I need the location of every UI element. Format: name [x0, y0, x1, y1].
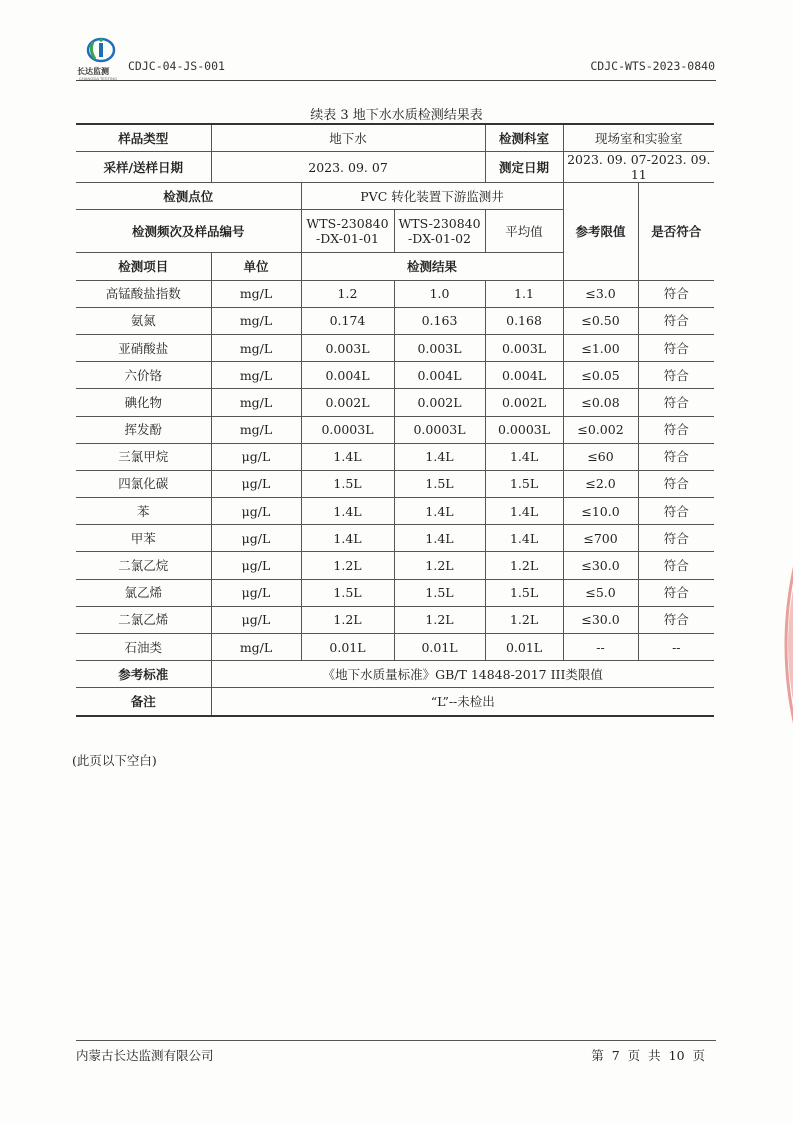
result-2-cell: 1.4L: [394, 443, 485, 470]
standard-label: 参考标准: [76, 661, 211, 688]
result-2-cell: 1.5L: [394, 579, 485, 606]
compliance-cell: 符合: [638, 552, 714, 579]
sample-date-label: 采样/送样日期: [76, 152, 211, 183]
info-row-1: [76, 124, 714, 152]
blank-page-note: (此页以下空白): [72, 753, 157, 768]
average-cell: 0.004L: [485, 362, 563, 389]
unit-cell: mg/L: [211, 362, 301, 389]
item-name-cell: 高锰酸盐指数: [76, 280, 211, 307]
unit-cell: mg/L: [211, 634, 301, 661]
item-name-cell: 挥发酚: [76, 416, 211, 443]
unit-cell: μg/L: [211, 443, 301, 470]
average-cell: 1.4L: [485, 443, 563, 470]
average-cell: 1.4L: [485, 498, 563, 525]
item-name-cell: 三氯甲烷: [76, 443, 211, 470]
average-cell: 0.01L: [485, 634, 563, 661]
reference-limit-cell: ≤3.0: [563, 280, 638, 307]
table-row: [76, 634, 714, 661]
report-number: CDJC-WTS-2023-0840: [590, 59, 715, 73]
item-name-cell: 二氯乙烷: [76, 552, 211, 579]
compliance-cell: 符合: [638, 416, 714, 443]
reference-limit-cell: ≤10.0: [563, 498, 638, 525]
item-name-cell: 六价铬: [76, 362, 211, 389]
table-row: [76, 552, 714, 579]
result-2-cell: 1.4L: [394, 525, 485, 552]
unit-cell: μg/L: [211, 470, 301, 497]
lab-label: 检测科室: [485, 124, 563, 152]
reference-limit-cell: ≤0.05: [563, 362, 638, 389]
table-row: [76, 362, 714, 389]
reference-limit-cell: ≤30.0: [563, 552, 638, 579]
seal-stamp-fragment: [768, 560, 793, 730]
test-date-label: 测定日期: [485, 152, 563, 183]
compliance-cell: 符合: [638, 280, 714, 307]
result-2-cell: 1.2L: [394, 606, 485, 633]
table-row: [76, 280, 714, 307]
point-row: [76, 183, 714, 210]
item-name-cell: 二氯乙烯: [76, 606, 211, 633]
sample-type-value: 地下水: [211, 124, 485, 152]
result-1-cell: 0.004L: [301, 362, 394, 389]
compliance-cell: 符合: [638, 389, 714, 416]
unit-cell: μg/L: [211, 579, 301, 606]
compliance-header: 是否符合: [638, 183, 714, 280]
compliance-cell: 符合: [638, 362, 714, 389]
table-row: [76, 606, 714, 633]
item-name-cell: 氯乙烯: [76, 579, 211, 606]
result-1-cell: 0.01L: [301, 634, 394, 661]
unit-cell: μg/L: [211, 498, 301, 525]
unit-cell: μg/L: [211, 606, 301, 633]
average-cell: 1.2L: [485, 606, 563, 633]
unit-header: 单位: [211, 253, 301, 280]
result-2-cell: 0.0003L: [394, 416, 485, 443]
item-name-cell: 氨氮: [76, 307, 211, 334]
limit-header: 参考限值: [563, 183, 638, 280]
remark-value: “L”--未检出: [211, 688, 714, 716]
company-name: 内蒙古长达监测有限公司: [76, 1048, 214, 1063]
result-1-cell: 1.2: [301, 280, 394, 307]
result-1-cell: 1.5L: [301, 470, 394, 497]
reference-limit-cell: ≤60: [563, 443, 638, 470]
sample-date-value: 2023. 09. 07: [211, 152, 485, 183]
result-1-cell: 0.003L: [301, 334, 394, 361]
result-1-cell: 1.4L: [301, 498, 394, 525]
item-name-cell: 碘化物: [76, 389, 211, 416]
reference-limit-cell: ≤1.00: [563, 334, 638, 361]
compliance-cell: 符合: [638, 606, 714, 633]
page-number: 第 7 页 共 10 页: [591, 1048, 705, 1063]
result-2-cell: 0.003L: [394, 334, 485, 361]
result-2-cell: 0.004L: [394, 362, 485, 389]
result-1-cell: 0.174: [301, 307, 394, 334]
result-1-cell: 0.002L: [301, 389, 394, 416]
unit-cell: mg/L: [211, 307, 301, 334]
result-1-cell: 1.2L: [301, 606, 394, 633]
table-row: [76, 470, 714, 497]
item-name-cell: 石油类: [76, 634, 211, 661]
lab-value: 现场室和实验室: [563, 124, 714, 152]
result-1-cell: 1.4L: [301, 443, 394, 470]
compliance-cell: 符合: [638, 334, 714, 361]
standard-value: 《地下水质量标准》GB/T 14848-2017 III类限值: [211, 661, 714, 688]
result-2-cell: 1.5L: [394, 470, 485, 497]
results-table: [76, 123, 714, 717]
result-1-cell: 1.4L: [301, 525, 394, 552]
average-header: 平均值: [485, 210, 563, 253]
reference-limit-cell: ≤2.0: [563, 470, 638, 497]
compliance-cell: 符合: [638, 498, 714, 525]
average-cell: 0.002L: [485, 389, 563, 416]
item-name-cell: 四氯化碳: [76, 470, 211, 497]
table-row: [76, 579, 714, 606]
compliance-cell: 符合: [638, 470, 714, 497]
item-name-cell: 甲苯: [76, 525, 211, 552]
item-name-cell: 亚硝酸盐: [76, 334, 211, 361]
reference-limit-cell: ≤0.08: [563, 389, 638, 416]
info-row-2: [76, 152, 714, 183]
compliance-cell: 符合: [638, 443, 714, 470]
table-row: [76, 525, 714, 552]
reference-limit-cell: ≤5.0: [563, 579, 638, 606]
unit-cell: μg/L: [211, 552, 301, 579]
result-1-cell: 0.0003L: [301, 416, 394, 443]
table-title: 续表 3 地下水水质检测结果表: [310, 108, 483, 123]
point-value: PVC 转化装置下游监测井: [301, 183, 563, 210]
result-2-cell: 1.4L: [394, 498, 485, 525]
average-cell: 1.2L: [485, 552, 563, 579]
result-2-cell: 0.01L: [394, 634, 485, 661]
unit-cell: mg/L: [211, 389, 301, 416]
test-date-value: 2023. 09. 07-2023. 09. 11: [563, 152, 714, 183]
table-row: [76, 443, 714, 470]
result-2-cell: 1.0: [394, 280, 485, 307]
sample-2-id: WTS-230840 -DX-01-02: [394, 210, 485, 253]
remark-row: [76, 688, 714, 716]
average-cell: 0.168: [485, 307, 563, 334]
compliance-cell: 符合: [638, 579, 714, 606]
table-row: [76, 307, 714, 334]
unit-cell: mg/L: [211, 334, 301, 361]
average-cell: 1.5L: [485, 579, 563, 606]
compliance-cell: --: [638, 634, 714, 661]
item-name-cell: 苯: [76, 498, 211, 525]
reference-limit-cell: ≤0.50: [563, 307, 638, 334]
results-header: 检测结果: [301, 253, 563, 280]
result-1-cell: 1.2L: [301, 552, 394, 579]
reference-limit-cell: ≤700: [563, 525, 638, 552]
compliance-cell: 符合: [638, 307, 714, 334]
point-label: 检测点位: [76, 183, 301, 210]
standard-row: [76, 661, 714, 688]
table-row: [76, 416, 714, 443]
table-row: [76, 334, 714, 361]
sample-1-id: WTS-230840 -DX-01-01: [301, 210, 394, 253]
freq-label: 检测频次及样品编号: [76, 210, 301, 253]
header-divider: [76, 80, 716, 81]
average-cell: 1.1: [485, 280, 563, 307]
table-row: [76, 389, 714, 416]
result-2-cell: 1.2L: [394, 552, 485, 579]
footer-divider: [76, 1040, 716, 1041]
compliance-cell: 符合: [638, 525, 714, 552]
logo-text: 长达监测: [77, 67, 109, 76]
result-1-cell: 1.5L: [301, 579, 394, 606]
average-cell: 0.0003L: [485, 416, 563, 443]
reference-limit-cell: --: [563, 634, 638, 661]
item-header: 检测项目: [76, 253, 211, 280]
result-2-cell: 0.163: [394, 307, 485, 334]
sample-type-label: 样品类型: [76, 124, 211, 152]
logo-subtext: CHANGDA TESTING: [79, 76, 118, 81]
result-2-cell: 0.002L: [394, 389, 485, 416]
average-cell: 1.4L: [485, 525, 563, 552]
reference-limit-cell: ≤0.002: [563, 416, 638, 443]
average-cell: 1.5L: [485, 470, 563, 497]
remark-label: 备注: [76, 688, 211, 716]
unit-cell: μg/L: [211, 525, 301, 552]
unit-cell: mg/L: [211, 280, 301, 307]
document-code: CDJC-04-JS-001: [128, 59, 225, 73]
table-row: [76, 498, 714, 525]
reference-limit-cell: ≤30.0: [563, 606, 638, 633]
average-cell: 0.003L: [485, 334, 563, 361]
unit-cell: mg/L: [211, 416, 301, 443]
